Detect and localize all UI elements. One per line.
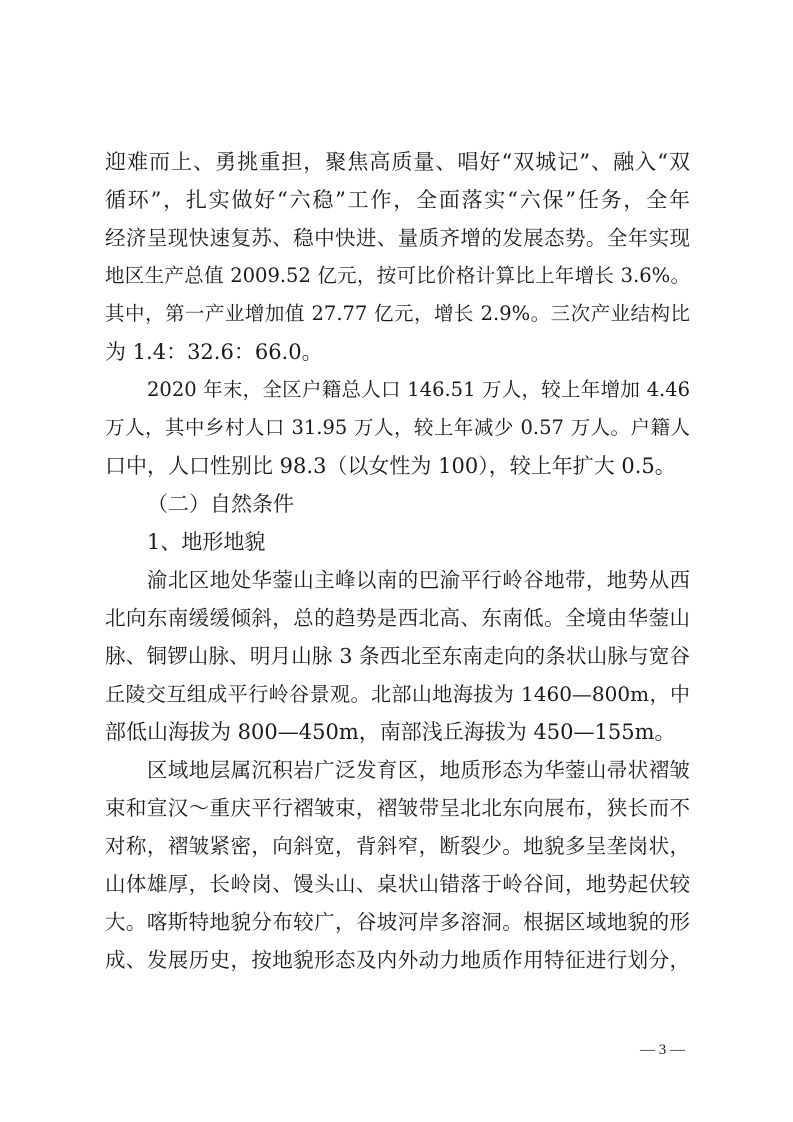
text-line: 口中，人口性别比 98.3（以女性为 100），较上年扩大 0.5。 bbox=[105, 454, 676, 478]
text-line: 其中，第一产业增加值 27.77 亿元，增长 2.9%。三次产业结构比 bbox=[105, 302, 690, 325]
text-line: 地区生产总值 2009.52 亿元，按可比价格计算比上年增长 3.6%。 bbox=[105, 264, 690, 287]
text-line: 丘陵交互组成平行岭谷景观。北部山地海拔为 1460—800m，中 bbox=[105, 682, 690, 706]
page-number: — 3 — bbox=[640, 1042, 685, 1058]
text-line: 部低山海拔为 800—450m，南部浅丘海拔为 450—155m。 bbox=[105, 720, 676, 744]
text-line: 山体雄厚，长岭岗、馒头山、桌状山错落于岭谷间，地势起伏较 bbox=[105, 872, 690, 896]
text-line: 束和宣汉～重庆平行褶皱束，褶皱带呈北北东向展布，狭长而不 bbox=[105, 796, 690, 820]
text-line: 循环”，扎实做好“六稳”工作，全面落实“六保”任务，全年 bbox=[105, 188, 690, 212]
text-line: 经济呈现快速复苏、稳中快进、量质齐增的发展态势。全年实现 bbox=[105, 226, 690, 250]
text-line: 迎难而上、勇挑重担，聚焦高质量、唱好“双城记”、融入“双 bbox=[105, 150, 690, 174]
subsection-heading: 1、地形地貌 bbox=[147, 530, 266, 554]
text-line: 区域地层属沉积岩广泛发育区，地质形态为华蓥山帚状褶皱 bbox=[147, 758, 690, 782]
text-line: 渝北区地处华蓥山主峰以南的巴渝平行岭谷地带，地势从西 bbox=[147, 568, 690, 592]
text-line: 2020 年末，全区户籍总人口 146.51 万人，较上年增加 4.46 bbox=[147, 378, 690, 401]
text-line: 为 1.4：32.6：66.0。 bbox=[105, 340, 323, 364]
text-line: 北向东南缓缓倾斜，总的趋势是西北高、东南低。全境由华蓥山 bbox=[105, 606, 690, 630]
text-line: 万人，其中乡村人口 31.95 万人，较上年减少 0.57 万人。户籍人 bbox=[105, 416, 690, 439]
text-line: 大。喀斯特地貌分布较广，谷坡河岸多溶洞。根据区域地貌的形 bbox=[105, 910, 690, 934]
text-line: 对称，褶皱紧密，向斜宽，背斜窄，断裂少。地貌多呈垄岗状， bbox=[105, 834, 690, 858]
section-heading: （二）自然条件 bbox=[147, 492, 294, 516]
text-line: 成、发展历史，按地貌形态及内外动力地质作用特征进行划分， bbox=[105, 948, 690, 972]
text-line: 脉、铜锣山脉、明月山脉 3 条西北至东南走向的条状山脉与宽谷 bbox=[105, 644, 690, 668]
